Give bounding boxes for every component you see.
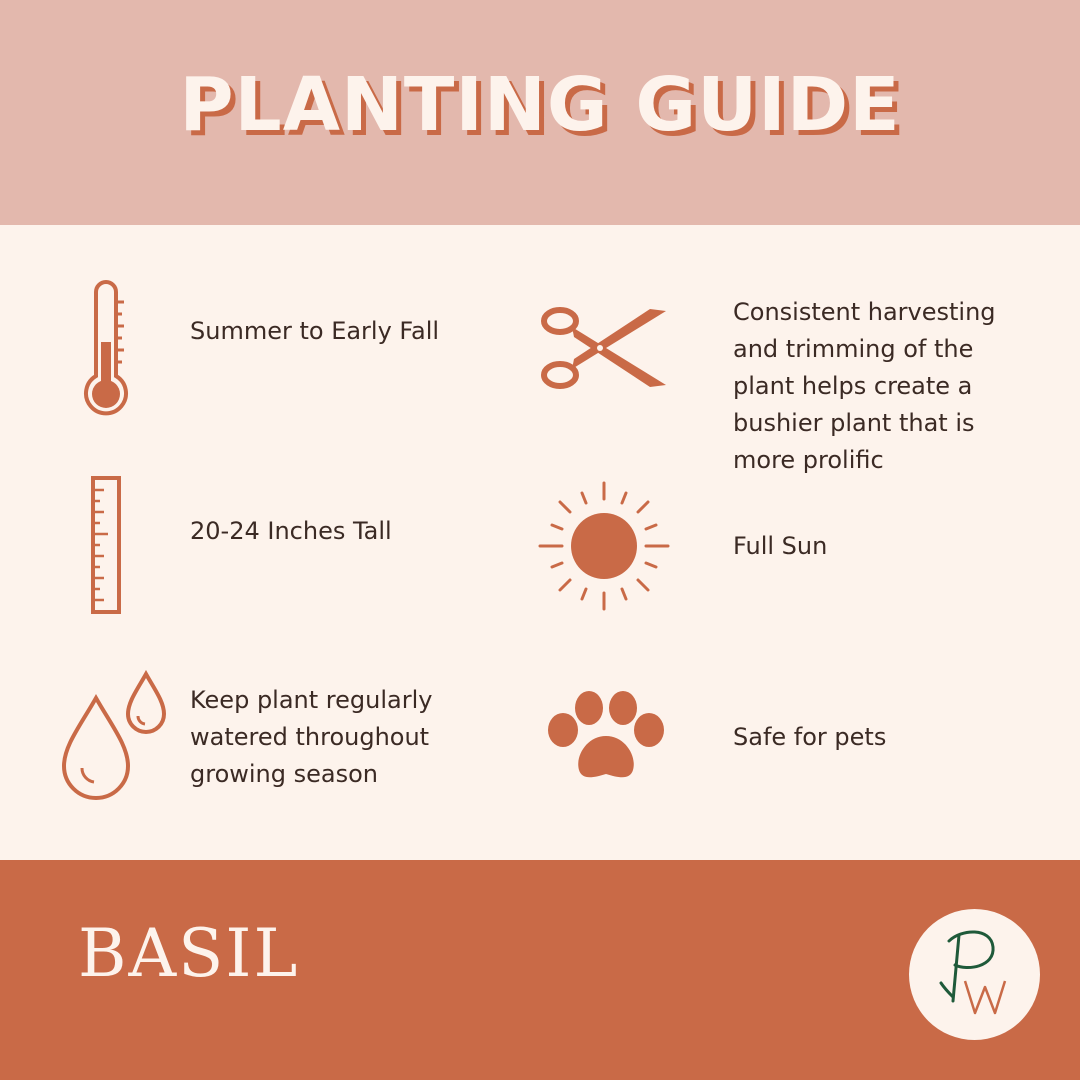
- sun-icon: [538, 481, 670, 611]
- harvest-text: Consistent harvesting and trimming of the plant helps create a bushier plant that is more prolific: [733, 298, 996, 474]
- height-text: 20-24 Inches Tall: [190, 517, 392, 545]
- pw-monogram-logo: [909, 909, 1040, 1040]
- ruler-icon: [90, 475, 122, 615]
- water-drops-icon: [60, 670, 170, 802]
- paw-icon: [545, 690, 667, 782]
- thermometer-icon: [82, 280, 132, 422]
- water-text: Keep plant regularly watered throughout growing season: [190, 686, 433, 788]
- sun-text: Full Sun: [733, 532, 828, 560]
- page-title: PLANTING GUIDE: [179, 62, 901, 148]
- scissors-icon: [538, 303, 673, 393]
- pets-text: Safe for pets: [733, 723, 887, 751]
- season-text: Summer to Early Fall: [190, 317, 440, 345]
- plant-name: BASIL: [78, 915, 300, 992]
